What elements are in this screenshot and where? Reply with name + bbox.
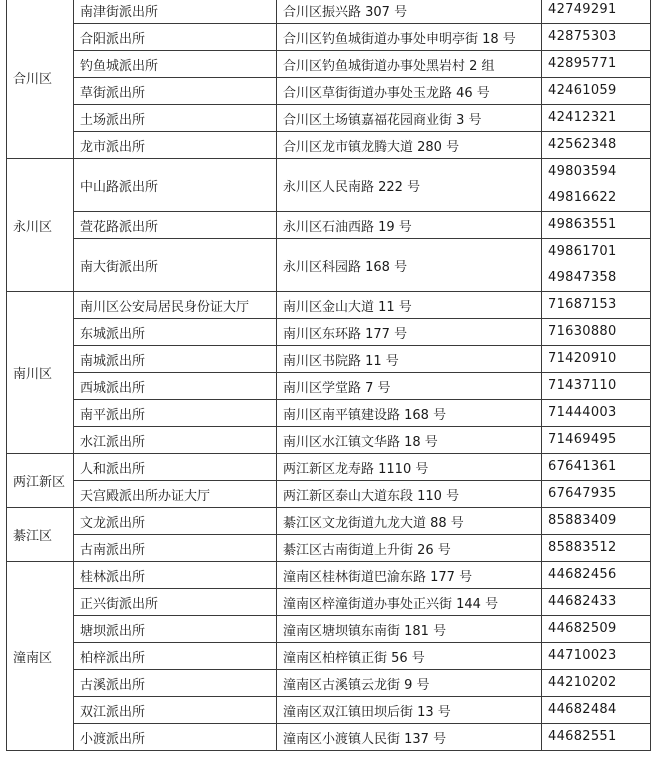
phone-number: 71687153 [548, 297, 617, 312]
phone-cell [542, 400, 651, 427]
address-cell: 合川区龙市镇龙腾大道 280 号 [277, 132, 542, 159]
phone-cell [542, 589, 651, 616]
table-row [7, 400, 651, 427]
table-row [7, 51, 651, 78]
phone-cell [542, 427, 651, 454]
phone-number: 42412321 [548, 110, 617, 125]
phone-cell [542, 159, 651, 212]
station-name-cell: 小渡派出所 [74, 724, 277, 751]
station-name-cell: 草街派出所 [74, 78, 277, 105]
phone-number: 42562348 [548, 137, 617, 152]
phone-cell [542, 697, 651, 724]
district-cell: 潼南区 [7, 562, 74, 751]
station-name-cell: 中山路派出所 [74, 159, 277, 212]
station-name-cell: 古溪派出所 [74, 670, 277, 697]
station-name-cell: 水江派出所 [74, 427, 277, 454]
district-cell: 南川区 [7, 292, 74, 454]
table-row [7, 212, 651, 239]
address-cell: 南川区金山大道 11 号 [277, 292, 542, 319]
phone-number: 67641361 [548, 459, 617, 474]
table-row [7, 292, 651, 319]
district-cell: 两江新区 [7, 454, 74, 508]
address-cell: 南川区南平镇建设路 168 号 [277, 400, 542, 427]
phone-number: 44682551 [548, 729, 617, 744]
table-row [7, 105, 651, 132]
phone-number: 71630880 [548, 324, 617, 339]
phone-number: 71420910 [548, 351, 617, 366]
station-name-cell: 天宫殿派出所办证大厅 [74, 481, 277, 508]
address-cell: 南川区书院路 11 号 [277, 346, 542, 373]
address-cell: 潼南区双江镇田坝后街 13 号 [277, 697, 542, 724]
station-name-cell: 合阳派出所 [74, 24, 277, 51]
phone-number: 49863551 [548, 217, 617, 232]
phone-number: 67647935 [548, 486, 617, 501]
address-cell: 合川区钓鱼城街道办事处黑岩村 2 组 [277, 51, 542, 78]
address-cell: 南川区东环路 177 号 [277, 319, 542, 346]
station-name-cell: 西城派出所 [74, 373, 277, 400]
station-name-cell: 文龙派出所 [74, 508, 277, 535]
address-cell: 潼南区小渡镇人民街 137 号 [277, 724, 542, 751]
phone-cell [542, 346, 651, 373]
station-name-cell: 龙市派出所 [74, 132, 277, 159]
station-name-cell: 桂林派出所 [74, 562, 277, 589]
phone-cell [542, 508, 651, 535]
station-name-cell: 正兴街派出所 [74, 589, 277, 616]
table-row [7, 454, 651, 481]
station-name-cell: 土场派出所 [74, 105, 277, 132]
phone-cell [542, 239, 651, 292]
phone-number: 49816622 [548, 190, 617, 205]
phone-cell [542, 724, 651, 751]
phone-cell [542, 0, 651, 24]
phone-cell [542, 292, 651, 319]
address-cell: 合川区草街街道办事处玉龙路 46 号 [277, 78, 542, 105]
station-name-cell: 南津街派出所 [74, 0, 277, 24]
phone-number: 85883409 [548, 513, 617, 528]
phone-cell [542, 535, 651, 562]
phone-number: 42895771 [548, 56, 617, 71]
address-cell: 潼南区古溪镇云龙街 9 号 [277, 670, 542, 697]
address-cell: 綦江区古南街道上升街 26 号 [277, 535, 542, 562]
phone-number: 44682509 [548, 621, 617, 636]
phone-number: 42875303 [548, 29, 617, 44]
phone-cell [542, 643, 651, 670]
phone-number: 49861701 [548, 244, 617, 259]
phone-cell [542, 105, 651, 132]
phone-number: 42461059 [548, 83, 617, 98]
address-cell: 潼南区塘坝镇东南街 181 号 [277, 616, 542, 643]
phone-cell [542, 78, 651, 105]
address-cell: 合川区土场镇嘉福花园商业街 3 号 [277, 105, 542, 132]
table-row [7, 481, 651, 508]
phone-number: 85883512 [548, 540, 617, 555]
phone-number: 49847358 [548, 270, 617, 285]
phone-number: 44682433 [548, 594, 617, 609]
station-name-cell: 柏梓派出所 [74, 643, 277, 670]
phone-cell [542, 616, 651, 643]
district-cell: 綦江区 [7, 508, 74, 562]
phone-number: 44710023 [548, 648, 617, 663]
address-cell: 潼南区梓潼街道办事处正兴街 144 号 [277, 589, 542, 616]
phone-cell [542, 373, 651, 400]
table-row [7, 508, 651, 535]
phone-cell [542, 481, 651, 508]
address-cell: 永川区石油西路 19 号 [277, 212, 542, 239]
phone-number: 42749291 [548, 2, 617, 17]
phone-number: 71437110 [548, 378, 617, 393]
station-name-cell: 萱花路派出所 [74, 212, 277, 239]
table-row [7, 159, 651, 212]
table-row [7, 24, 651, 51]
phone-number: 71444003 [548, 405, 617, 420]
address-cell: 綦江区文龙街道九龙大道 88 号 [277, 508, 542, 535]
phone-cell [542, 670, 651, 697]
station-name-cell: 东城派出所 [74, 319, 277, 346]
station-name-cell: 古南派出所 [74, 535, 277, 562]
table-row [7, 724, 651, 751]
address-cell: 永川区科园路 168 号 [277, 239, 542, 292]
station-name-cell: 南城派出所 [74, 346, 277, 373]
district-cell: 永川区 [7, 159, 74, 292]
table-row [7, 697, 651, 724]
table-row [7, 239, 651, 292]
district-cell: 合川区 [7, 0, 74, 159]
phone-cell [542, 562, 651, 589]
station-name-cell: 钓鱼城派出所 [74, 51, 277, 78]
phone-cell [542, 319, 651, 346]
table-row [7, 535, 651, 562]
phone-cell [542, 132, 651, 159]
police-station-table [6, 0, 651, 751]
table-row [7, 562, 651, 589]
station-name-cell: 南平派出所 [74, 400, 277, 427]
phone-number: 44210202 [548, 675, 617, 690]
address-cell: 两江新区泰山大道东段 110 号 [277, 481, 542, 508]
table-row [7, 346, 651, 373]
phone-number: 44682456 [548, 567, 617, 582]
table-row [7, 670, 651, 697]
address-cell: 南川区学堂路 7 号 [277, 373, 542, 400]
phone-number: 44682484 [548, 702, 617, 717]
table-row [7, 78, 651, 105]
phone-cell [542, 51, 651, 78]
address-cell: 合川区振兴路 307 号 [277, 0, 542, 24]
address-cell: 南川区水江镇文华路 18 号 [277, 427, 542, 454]
table-row [7, 616, 651, 643]
phone-cell [542, 24, 651, 51]
table-body [7, 0, 651, 751]
table-row [7, 319, 651, 346]
address-cell: 两江新区龙寿路 1110 号 [277, 454, 542, 481]
address-cell: 潼南区桂林街道巴渝东路 177 号 [277, 562, 542, 589]
table-row [7, 132, 651, 159]
table-row [7, 373, 651, 400]
address-cell: 合川区钓鱼城街道办事处申明亭街 18 号 [277, 24, 542, 51]
address-cell: 永川区人民南路 222 号 [277, 159, 542, 212]
phone-cell [542, 454, 651, 481]
station-name-cell: 人和派出所 [74, 454, 277, 481]
station-name-cell: 南大街派出所 [74, 239, 277, 292]
phone-number: 49803594 [548, 164, 617, 179]
station-name-cell: 双江派出所 [74, 697, 277, 724]
phone-cell [542, 212, 651, 239]
station-name-cell: 塘坝派出所 [74, 616, 277, 643]
table-row [7, 0, 651, 24]
table-row [7, 643, 651, 670]
table-row [7, 589, 651, 616]
station-name-cell: 南川区公安局居民身份证大厅 [74, 292, 277, 319]
table-row [7, 427, 651, 454]
address-cell: 潼南区柏梓镇正街 56 号 [277, 643, 542, 670]
phone-number: 71469495 [548, 432, 617, 447]
